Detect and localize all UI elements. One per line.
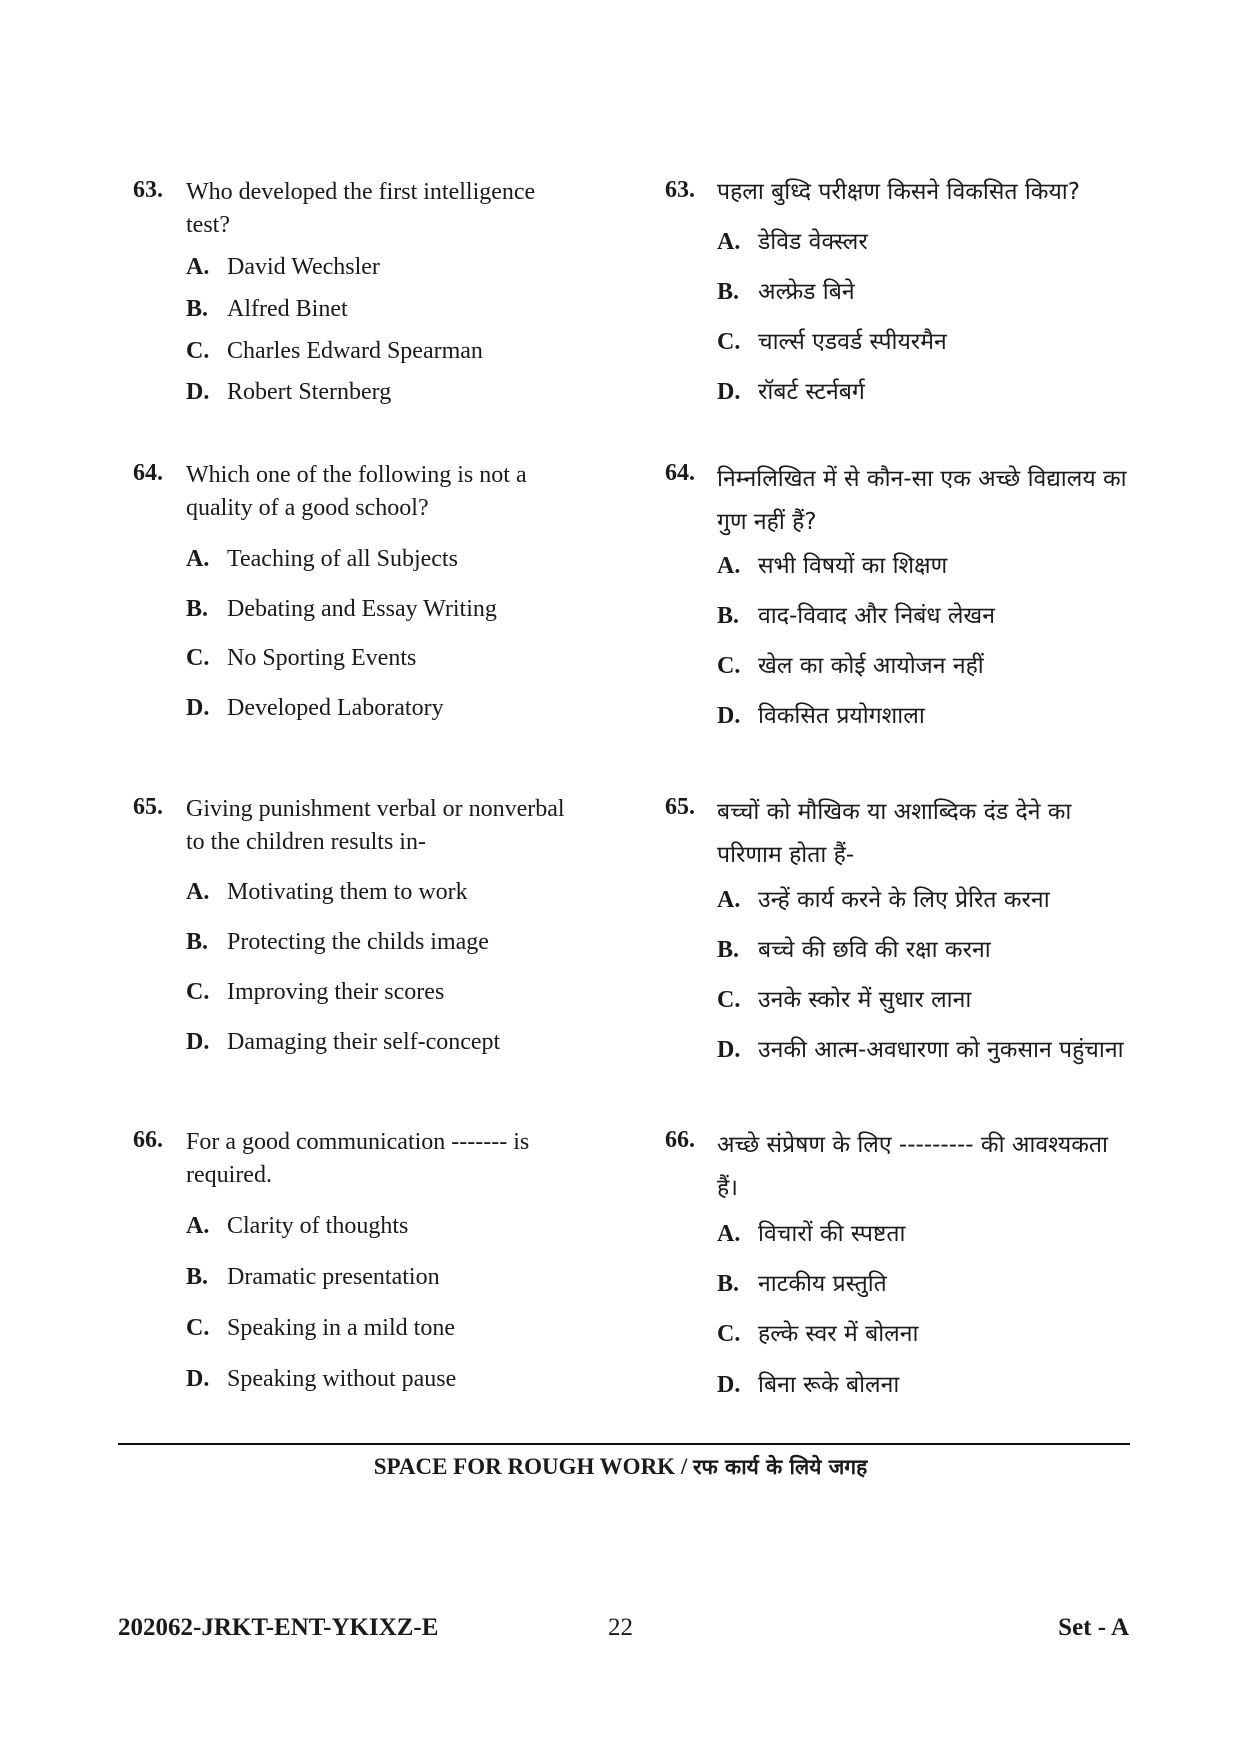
option-c: C. Charles Edward Spearman — [186, 338, 483, 364]
paper-code: 202062-JRKT-ENT-YKIXZ-E — [118, 1614, 439, 1641]
option-b: B. नाटकीय प्रस्तुति — [717, 1271, 887, 1297]
option-a: A. विचारों की स्पष्टता — [717, 1221, 906, 1247]
question-text: अच्छे संप्रेषण के लिए --------- की आवश्यकता हैं। — [717, 1132, 1108, 1201]
option-b: B. Debating and Essay Writing — [186, 596, 497, 622]
option-b: B. अल्फ्रेड बिने — [717, 279, 855, 305]
option-b: B. Dramatic presentation — [186, 1264, 440, 1290]
option-c: C. खेल का कोई आयोजन नहीं — [717, 653, 984, 679]
option-d: D. Developed Laboratory — [186, 695, 444, 721]
question-text: निम्नलिखित में से कौन-सा एक अच्छे विद्यालय का गुण नहीं हैं? — [717, 466, 1127, 535]
option-a: A. Motivating them to work — [186, 879, 468, 905]
option-d: D. रॉबर्ट स्टर्नबर्ग — [717, 379, 865, 405]
option-d: D. Robert Sternberg — [186, 379, 392, 405]
rough-work-label: SPACE FOR ROUGH WORK / रफ कार्य के लिये जगह — [373, 1454, 868, 1479]
option-a: A. Teaching of all Subjects — [186, 546, 458, 572]
option-d: D. उनकी आत्म-अवधारणा को नुकसान पहुंचाना — [717, 1037, 1124, 1063]
option-c: C. हल्के स्वर में बोलना — [717, 1321, 919, 1347]
question-text: Which one of the following is not a quality of a good school? — [186, 462, 527, 521]
option-a: A. Clarity of thoughts — [186, 1213, 409, 1239]
option-c: C. Speaking in a mild tone — [186, 1315, 455, 1341]
question-text: For a good communication ------- is required. — [186, 1129, 530, 1188]
question-number: 66. — [665, 1127, 695, 1153]
question-number: 63. — [665, 177, 695, 203]
option-b: B. Protecting the childs image — [186, 929, 489, 955]
option-d: D. Damaging their self-concept — [186, 1029, 501, 1055]
option-a: A. David Wechsler — [186, 254, 380, 280]
question-number: 65. — [665, 794, 695, 820]
question-number: 64. — [133, 460, 163, 486]
option-b: B. बच्चे की छवि की रक्षा करना — [717, 937, 991, 963]
question-text: पहला बुध्दि परीक्षण किसने विकसित किया? — [717, 179, 1080, 205]
question-number: 63. — [133, 177, 163, 203]
question-text: बच्चों को मौखिक या अशाब्दिक दंड देने का परिणाम होता हैं- — [717, 799, 1072, 868]
page-number: 22 — [608, 1614, 633, 1641]
option-b: B. वाद-विवाद और निबंध लेखन — [717, 603, 996, 629]
question-number: 64. — [665, 460, 695, 486]
option-b: B. Alfred Binet — [186, 296, 348, 322]
option-c: C. Improving their scores — [186, 979, 445, 1005]
question-text: Who developed the first intelligence test? — [186, 179, 536, 238]
question-text: Giving punishment verbal or nonverbal to the children results in- — [186, 796, 565, 855]
option-a: A. उन्हें कार्य करने के लिए प्रेरित करना — [717, 887, 1050, 913]
option-c: C. No Sporting Events — [186, 645, 417, 671]
option-a: A. सभी विषयों का शिक्षण — [717, 553, 948, 579]
option-d: D. बिना रूके बोलना — [717, 1372, 900, 1398]
option-d: D. विकसित प्रयोगशाला — [717, 703, 925, 729]
option-c: C. चार्ल्स एडवर्ड स्पीयरमैन — [717, 329, 947, 355]
set-label: Set - A — [1058, 1614, 1129, 1641]
option-a: A. डेविड वेक्स्लर — [717, 229, 868, 255]
divider-line — [118, 1443, 1130, 1445]
option-d: D. Speaking without pause — [186, 1366, 457, 1392]
question-number: 66. — [133, 1127, 163, 1153]
question-number: 65. — [133, 794, 163, 820]
option-c: C. उनके स्कोर में सुधार लाना — [717, 987, 972, 1013]
